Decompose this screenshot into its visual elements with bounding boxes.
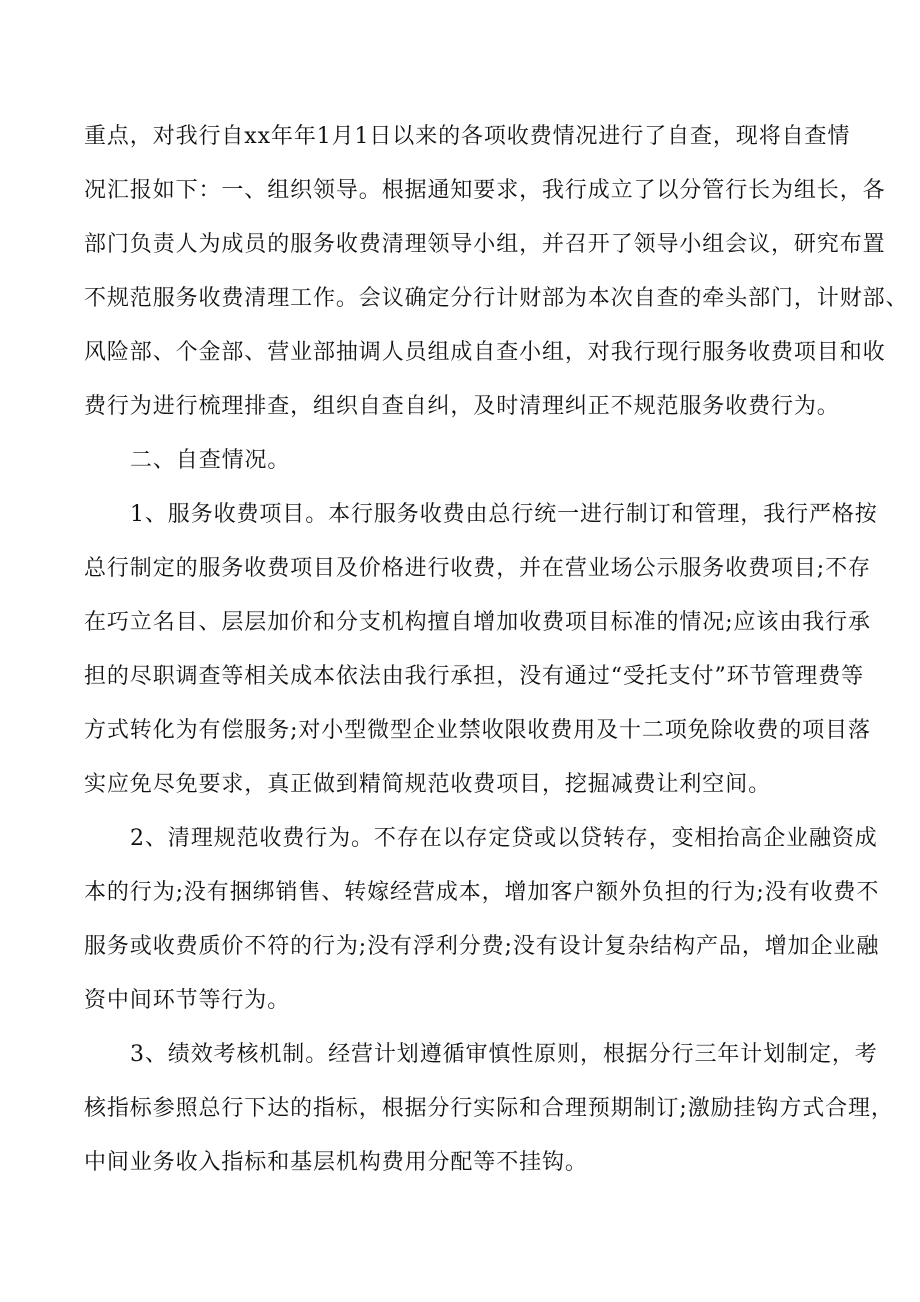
text-line: 不规范服务收费清理工作。会议确定分行计财部为本次自查的牵头部门，计财部、 bbox=[84, 286, 909, 311]
text-line: 风险部、个金部、营业部抽调人员组成自查小组，对我行现行服务收费项目和收 bbox=[84, 340, 886, 365]
text-line: 在巧立名目、层层加价和分支机构擅自增加收费项目标准的情况;应该由我行承 bbox=[84, 610, 871, 635]
text-line: 资中间环节等行为。 bbox=[84, 988, 291, 1013]
text-line: 况汇报如下：一、组织领导。根据通知要求，我行成立了以分管行长为组长，各 bbox=[84, 178, 886, 203]
text-line: 实应免尽免要求，真正做到精简规范收费项目，挖掘减费让利空间。 bbox=[84, 772, 772, 797]
text-line: 方式转化为有偿服务;对小型微型企业禁收限收费用及十二项免除收费的项目落 bbox=[84, 718, 871, 743]
text-line: 费行为进行梳理排查，组织自查自纠，及时清理纠正不规范服务收费行为。 bbox=[84, 394, 840, 419]
text-line: 核指标参照总行下达的指标，根据分行实际和合理预期制订;激励挂钩方式合理， bbox=[84, 1096, 894, 1121]
text-line: 总行制定的服务收费项目及价格进行收费，并在营业场公示服务收费项目;不存 bbox=[84, 556, 871, 581]
text-line: 3、绩效考核机制。经营计划遵循审慎性原则，根据分行三年计划制定，考 bbox=[130, 1042, 878, 1067]
text-line: 本的行为;没有捆绑销售、转嫁经营成本，增加客户额外负担的行为;没有收费不 bbox=[84, 880, 880, 905]
text-line: 担的尽职调查等相关成本依法由我行承担，没有通过“受托支付”环节管理费等 bbox=[84, 664, 864, 689]
text-line: 中间业务收入指标和基层机构费用分配等不挂钩。 bbox=[84, 1150, 588, 1175]
text-line: 1、服务收费项目。本行服务收费由总行统一进行制订和管理，我行严格按 bbox=[130, 502, 878, 527]
text-line: 重点，对我行自xx年年1月1日以来的各项收费情况进行了自查，现将自查情 bbox=[84, 124, 851, 149]
text-line: 2、清理规范收费行为。不存在以存定贷或以贷转存，变相抬高企业融资成 bbox=[130, 826, 878, 851]
text-line: 服务或收费质价不符的行为;没有浮利分费;没有设计复杂结构产品，增加企业融 bbox=[84, 934, 880, 959]
section-heading: 二、自查情况。 bbox=[130, 448, 291, 473]
text-line: 部门负责人为成员的服务收费清理领导小组，并召开了领导小组会议，研究布置 bbox=[84, 232, 886, 257]
